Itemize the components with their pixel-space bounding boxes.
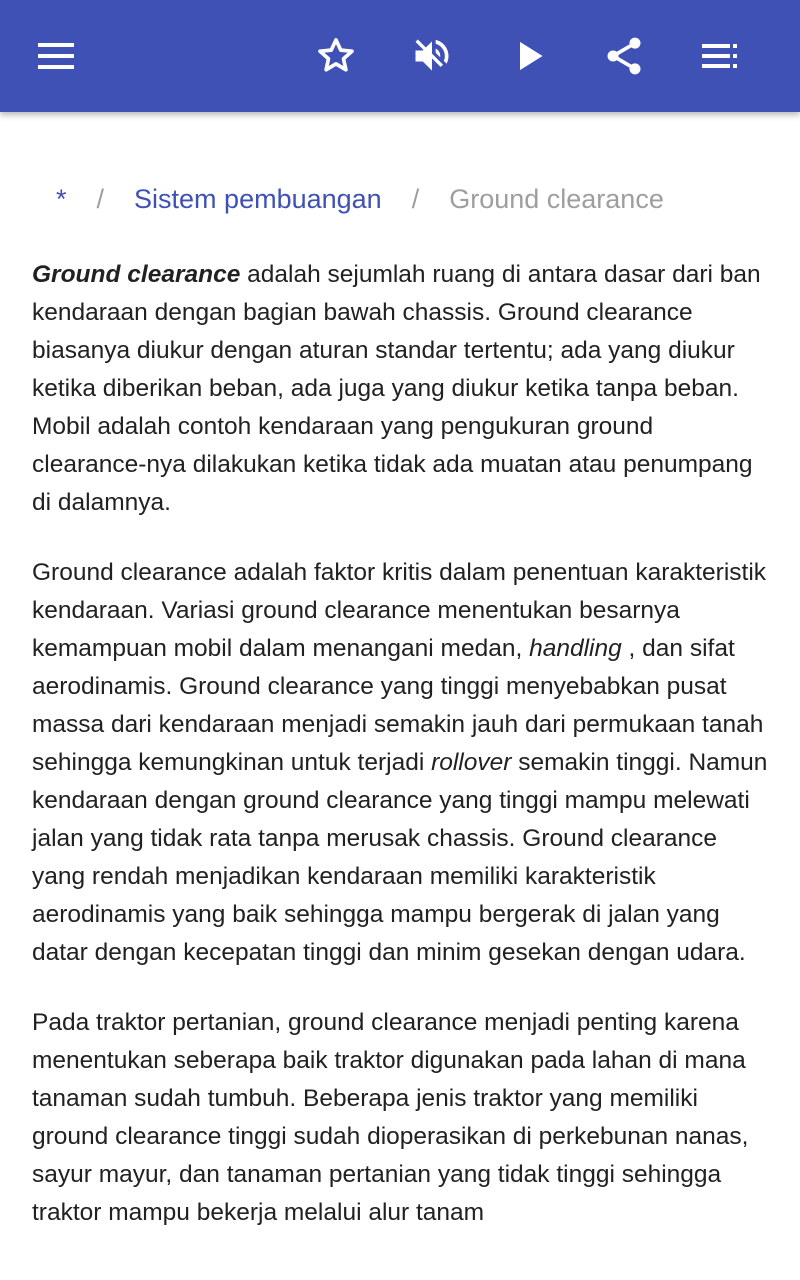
breadcrumb-root-link[interactable]: *: [56, 183, 67, 214]
toc-icon: [700, 36, 740, 76]
italic-term: rollover: [431, 749, 512, 776]
italic-term: handling: [529, 635, 622, 662]
table-of-contents-button[interactable]: [688, 24, 752, 88]
article-content: [0, 112, 800, 1280]
paragraph-text: , dan sifat aerodinamis. Ground clearance yang tinggi menyebabkan pusat massa dari kendaraan menjadi semakin jauh dari permukaan tanah sehingga kemungkinan untuk terjadi: [32, 635, 764, 776]
share-icon: [602, 34, 646, 78]
play-button[interactable]: [498, 24, 562, 88]
volume-off-icon: [410, 34, 454, 78]
article-term: Ground clearance: [32, 261, 241, 288]
paragraph-text: Pada traktor pertanian, ground clearance menjadi penting karena menentukan seberapa baik traktor digunakan pada lahan di mana tanaman sudah tumbuh. Beberapa jenis traktor yang memiliki ground clearance tinggi sudah dioperasikan di perkebunan nanas, sayur mayur, dan tanaman pertanian yang tidak tinggi sehingga traktor mampu bekerja melalui alur tanam: [32, 1009, 749, 1226]
menu-button[interactable]: [24, 24, 88, 88]
breadcrumb-separator: /: [411, 183, 420, 214]
breadcrumb: [56, 182, 664, 216]
article-body: [32, 256, 768, 1264]
paragraph-text: semakin tinggi. Namun kendaraan dengan ground clearance yang tinggi mampu melewati jalan yang tidak rata tanpa merusak chassis. Ground clearance yang rendah menjadikan kendaraan memiliki karakteristik aerodinamis yang baik sehingga mampu bergerak di jalan yang datar dengan kecepatan tinggi dan minim gesekan dengan udara.: [32, 749, 768, 966]
article-paragraph: [32, 554, 768, 972]
breadcrumb-separator: /: [96, 183, 105, 214]
play-icon: [510, 36, 550, 76]
paragraph-text: adalah sejumlah ruang di antara dasar dari ban kendaraan dengan bagian bawah chassis. Ground clearance biasanya diukur dengan aturan standar tertentu; ada yang diukur ketika diberikan beban, ada juga yang diukur ketika tanpa beban. Mobil adalah contoh kendaraan yang pengukuran ground clearance-nya dilakukan ketika tidak ada muatan atau penumpang di dalamnya.: [32, 261, 761, 516]
star-icon: [314, 34, 358, 78]
article-paragraph: [32, 256, 768, 522]
breadcrumb-parent-link[interactable]: Sistem pembuangan: [134, 183, 382, 214]
article-paragraph: [32, 1004, 768, 1232]
breadcrumb-current: Ground clearance: [449, 183, 664, 214]
menu-icon: [36, 36, 76, 76]
bookmark-button[interactable]: [304, 24, 368, 88]
share-button[interactable]: [592, 24, 656, 88]
paragraph-text: Ground clearance adalah faktor kritis dalam penentuan karakteristik kendaraan. Variasi ground clearance menentukan besarnya kemampuan mobil dalam menangani medan,: [32, 559, 767, 662]
app-toolbar: [0, 0, 800, 112]
mute-button[interactable]: [400, 24, 464, 88]
